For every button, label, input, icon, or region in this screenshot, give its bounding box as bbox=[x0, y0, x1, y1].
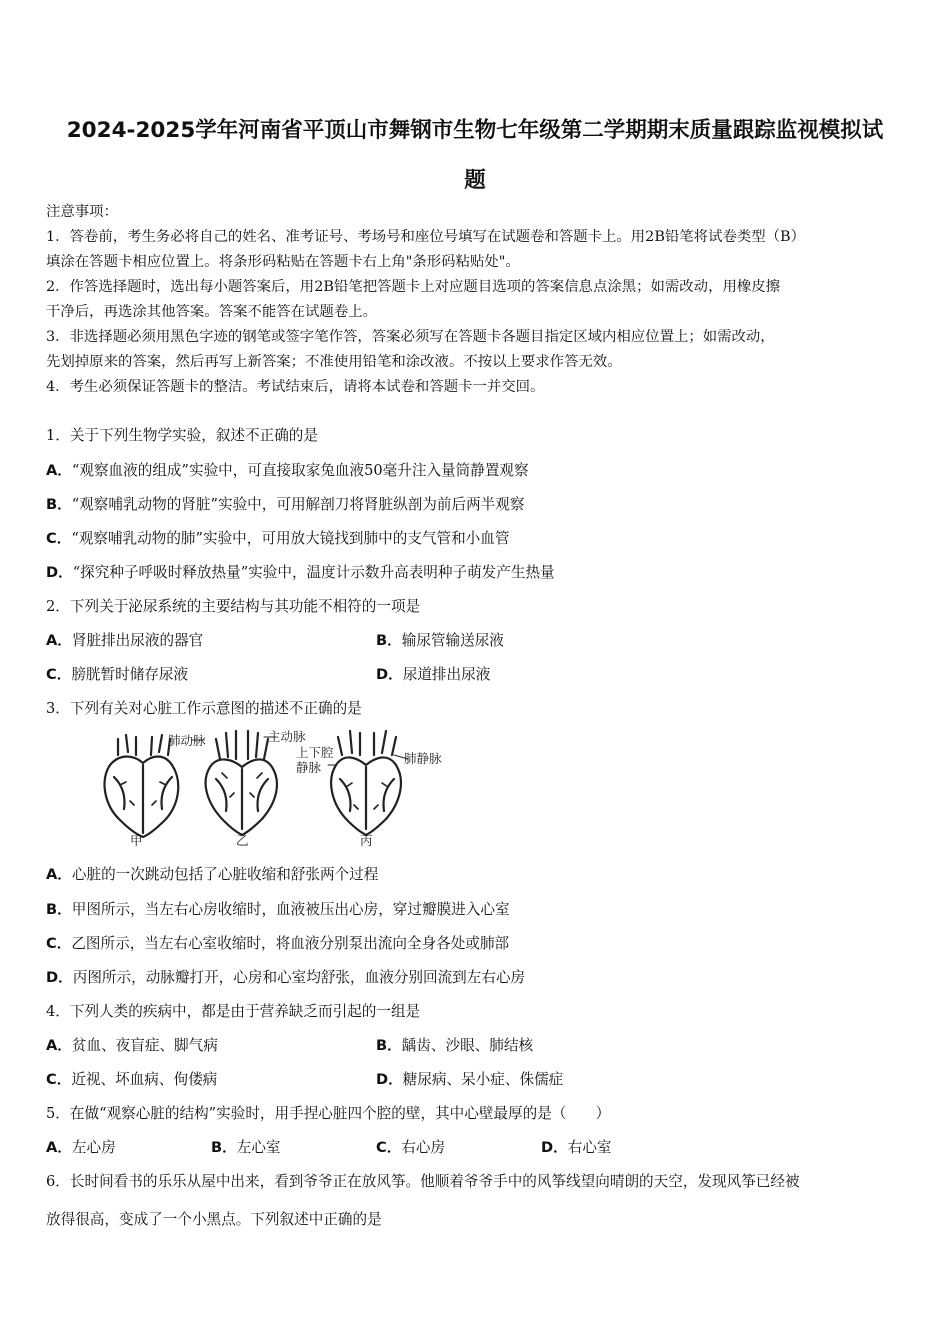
q4-options-row2 bbox=[46, 1070, 746, 1090]
option-text: 心脏的一次跳动包括了心脏收缩和舒张两个过程 bbox=[71, 866, 379, 883]
q5-option-c: 右心房 bbox=[401, 1139, 446, 1156]
q5-stem: 5．在做“观察心脏的结构”实验时，用手捏心脏四个腔的壁，其中心壁最厚的是（ ） bbox=[46, 1105, 611, 1122]
q6-stem-line1: 6．长时间看书的乐乐从屋中出来，看到爷爷正在放风筝。他顺着爷爷手中的风筝线望向晴朗的天空，发现风筝已经被 bbox=[46, 1173, 800, 1190]
q2-option-b: 输尿管输送尿液 bbox=[401, 632, 504, 649]
option-text: “观察哺乳动物的肺”实验中，可用放大镜找到肺中的支气管和小血管 bbox=[71, 530, 510, 547]
option-letter: B． bbox=[211, 1139, 237, 1156]
notice-line: 2．作答选择题时，选出每小题答案后，用2B铅笔把答题卡上对应题目选项的答案信息点涂黑；如需改动，用橡皮擦 bbox=[46, 279, 781, 295]
q3-stem: 3．下列有关对心脏工作示意图的描述不正确的是 bbox=[46, 700, 362, 717]
option-letter: A． bbox=[46, 632, 72, 649]
q1-option-a bbox=[46, 461, 529, 481]
q5-option-d: 右心室 bbox=[567, 1139, 612, 1156]
option-letter: D． bbox=[376, 666, 403, 683]
q2-options-row2 bbox=[46, 665, 746, 685]
label-aorta: 主动脉 bbox=[268, 729, 306, 744]
q4-option-a: 贫血、夜盲症、脚气病 bbox=[71, 1037, 218, 1054]
q2-stem: 2．下列关于泌尿系统的主要结构与其功能不相符的一项是 bbox=[46, 598, 421, 615]
q2-option-d-wrap bbox=[376, 665, 490, 685]
exam-title-line1: 2024-2025学年河南省平顶山市舞钢市生物七年级第二学期期末质量跟踪监视模拟试 bbox=[66, 118, 884, 143]
label-vena-cava-1: 上下腔 bbox=[296, 745, 334, 760]
option-letter: D． bbox=[46, 969, 73, 986]
notice-line: 3．非选择题必须用黑色字迹的钢笔或签字笔作答，答案必须写在答题卡各题目指定区域内相应位置上；如需改动， bbox=[46, 329, 775, 345]
option-letter: C． bbox=[46, 935, 72, 952]
label-vena-cava-2: 静脉 bbox=[296, 760, 322, 775]
option-letter: A． bbox=[46, 1139, 72, 1156]
notice-heading: 注意事项： bbox=[46, 204, 118, 220]
option-letter: D． bbox=[46, 564, 73, 581]
notice-line: 先划掉原来的答案，然后再写上新答案；不准使用铅笔和涂改液。不按以上要求作答无效。 bbox=[46, 354, 622, 370]
option-letter: A． bbox=[46, 866, 72, 883]
q4-option-c: 近视、坏血病、佝偻病 bbox=[71, 1071, 218, 1088]
option-letter: B． bbox=[376, 1037, 402, 1054]
caption-jia: 甲 bbox=[130, 833, 143, 848]
option-letter: B． bbox=[376, 632, 402, 649]
q5-option-b: 左心室 bbox=[236, 1139, 281, 1156]
q5-option-c-wrap bbox=[376, 1138, 445, 1158]
option-letter: C． bbox=[46, 530, 72, 547]
heart-jia bbox=[105, 735, 179, 837]
q5-option-a: 左心房 bbox=[71, 1139, 116, 1156]
heart-diagram-svg bbox=[96, 725, 466, 850]
q5-option-d-wrap bbox=[541, 1138, 612, 1158]
notice-line: 干净后，再选涂其他答案。答案不能答在试题卷上。 bbox=[46, 304, 377, 320]
q1-option-b bbox=[46, 495, 524, 515]
option-letter: A． bbox=[46, 1037, 72, 1054]
option-text: 乙图所示，当左右心室收缩时，将血液分别泵出流向全身各处或肺部 bbox=[71, 935, 510, 952]
q1-option-c bbox=[46, 529, 509, 549]
notice-line: 1．答卷前，考生务必将自己的姓名、准考证号、考场号和座位号填写在试题卷和答题卡上。用2B铅笔将试卷类型（B） bbox=[46, 229, 805, 245]
q3-option-b bbox=[46, 900, 510, 920]
option-text: “观察血液的组成”实验中，可直接取家兔血液50毫升注入量筒静置观察 bbox=[71, 462, 529, 479]
exam-title-line2: 题 bbox=[464, 168, 486, 193]
option-letter: B． bbox=[46, 901, 72, 918]
q4-option-d-wrap bbox=[376, 1070, 563, 1090]
heart-bing bbox=[331, 731, 401, 835]
option-letter: C． bbox=[46, 666, 72, 683]
notice-line: 4．考生必须保证答题卡的整洁。考试结束后，请将本试卷和答题卡一并交回。 bbox=[46, 379, 545, 395]
q3-option-a bbox=[46, 865, 378, 885]
caption-yi: 乙 bbox=[236, 833, 249, 848]
notice-line: 填涂在答题卡相应位置上。将条形码粘贴在答题卡右上角"条形码粘贴处"。 bbox=[46, 254, 520, 270]
label-pulmonary-vein: 肺静脉 bbox=[404, 751, 442, 766]
q2-option-c: 膀胱暂时储存尿液 bbox=[71, 666, 189, 683]
option-letter: D． bbox=[376, 1071, 403, 1088]
q1-option-d bbox=[46, 563, 555, 583]
option-text: 甲图所示，当左右心房收缩时，血液被压出心房，穿过瓣膜进入心室 bbox=[71, 901, 510, 918]
q4-options-row1 bbox=[46, 1036, 746, 1056]
q2-option-a: 肾脏排出尿液的器官 bbox=[71, 632, 204, 649]
caption-bing: 丙 bbox=[360, 833, 373, 848]
option-letter: C． bbox=[376, 1139, 402, 1156]
option-text: “观察哺乳动物的肾脏”实验中，可用解剖刀将肾脏纵剖为前后两半观察 bbox=[71, 496, 525, 513]
q4-option-b: 龋齿、沙眼、肺结核 bbox=[401, 1037, 534, 1054]
option-letter: B． bbox=[46, 496, 72, 513]
q4-option-d: 糖尿病、呆小症、侏儒症 bbox=[402, 1071, 564, 1088]
option-text: 丙图所示，动脉瓣打开，心房和心室均舒张，血液分别回流到左右心房 bbox=[72, 969, 526, 986]
q5-option-a-wrap bbox=[46, 1138, 116, 1158]
q4-option-b-wrap bbox=[376, 1036, 533, 1056]
option-text: “探究种子呼吸时释放热量”实验中，温度计示数升高表明种子萌发产生热量 bbox=[72, 564, 555, 581]
q2-options-row1 bbox=[46, 631, 746, 651]
option-letter: D． bbox=[541, 1139, 568, 1156]
q5-option-b-wrap bbox=[211, 1138, 281, 1158]
q4-stem: 4．下列人类的疾病中，都是由于营养缺乏而引起的一组是 bbox=[46, 1003, 421, 1020]
heart-yi bbox=[206, 731, 277, 835]
option-letter: A． bbox=[46, 462, 72, 479]
heart-diagram bbox=[96, 725, 466, 850]
q3-option-c bbox=[46, 934, 509, 954]
label-pulmonary-artery: 肺动脉 bbox=[168, 733, 206, 748]
q2-option-b-wrap bbox=[376, 631, 504, 651]
q6-stem-line2: 放得很高，变成了一个小黑点。下列叙述中正确的是 bbox=[46, 1211, 382, 1228]
q2-option-d: 尿道排出尿液 bbox=[402, 666, 491, 683]
option-letter: C． bbox=[46, 1071, 72, 1088]
q3-option-d bbox=[46, 968, 525, 988]
q1-stem: 1．关于下列生物学实验，叙述不正确的是 bbox=[46, 427, 318, 444]
